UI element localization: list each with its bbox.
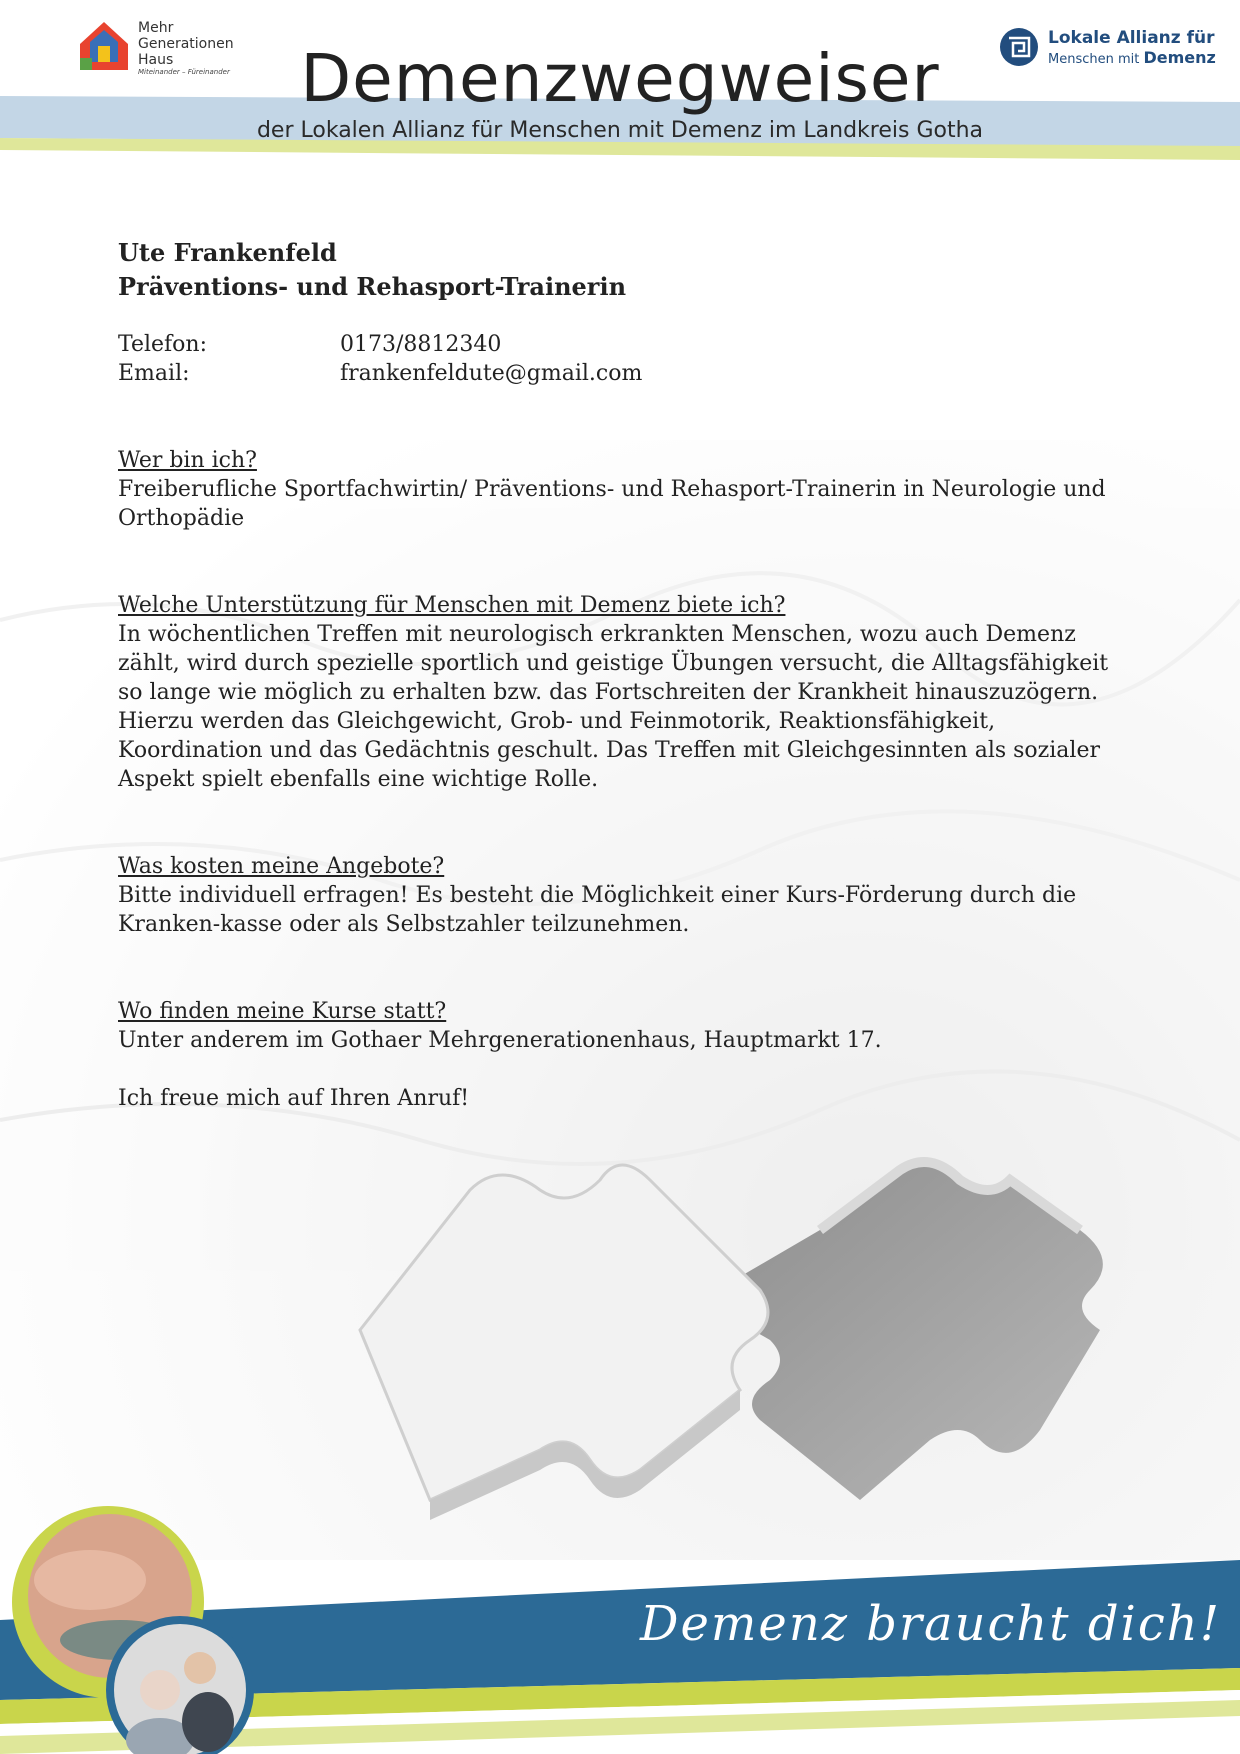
section-text: Hierzu werden das Gleichgewicht, Grob- und Feinmotorik, Reaktionsfähigkeit, Koordination und das Gedächtnis geschult. Das Treffen mit Gleichgesinnten als sozialer Aspekt spielt ebenfalls eine wichtige Rolle. bbox=[118, 709, 1100, 792]
logo-left-line1: Mehr bbox=[138, 20, 174, 36]
section-location bbox=[118, 997, 1128, 1055]
section-support bbox=[118, 591, 1128, 794]
logo-left-line2: Generationen bbox=[138, 36, 234, 52]
section-heading: Wo finden meine Kurse statt? bbox=[118, 999, 447, 1024]
logo-right-line2-prefix: Menschen mit bbox=[1048, 52, 1140, 67]
logo-right-line2-bold: Demenz bbox=[1143, 48, 1216, 67]
phone-value: 0173/8812340 bbox=[340, 332, 502, 357]
section-who bbox=[118, 446, 1128, 533]
email-value: frankenfeldute@gmail.com bbox=[340, 361, 643, 386]
section-text: Bitte individuell erfragen! Es besteht die Möglichkeit einer Kurs-Förderung durch die Kranken-kasse oder als Selbstzahler teilzunehmen. bbox=[118, 883, 1077, 937]
section-costs bbox=[118, 852, 1128, 939]
logo-left-tagline: Miteinander – Füreinander bbox=[138, 68, 230, 76]
logo-right-line1: Lokale Allianz für bbox=[1048, 28, 1215, 48]
email-row bbox=[118, 359, 1128, 388]
section-text: In wöchentlichen Treffen mit neurologisch erkrankten Menschen, wozu auch Demenz zählt, wird durch spezielle sportlich und geistige Übungen versucht, die Alltagsfähigkeit so lange wie möglich zu erhalten bzw. das Fortschreiten der Krankheit hinauszuzögern. bbox=[118, 622, 1109, 705]
person-role: Präventions- und Rehasport-Trainerin bbox=[118, 272, 627, 301]
email-label: Email: bbox=[118, 361, 190, 386]
section-heading: Was kosten meine Angebote? bbox=[118, 854, 445, 879]
section-text: Unter anderem im Gothaer Mehrgenerationenhaus, Hauptmarkt 17. bbox=[118, 1028, 882, 1053]
profile-content bbox=[118, 236, 1128, 1135]
logo-left-line3: Haus bbox=[138, 52, 174, 68]
closing-line: Ich freue mich auf Ihren Anruf! bbox=[118, 1086, 470, 1111]
section-heading: Wer bin ich? bbox=[118, 448, 257, 473]
page-title: Demenzwegweiser bbox=[300, 40, 940, 117]
person-name: Ute Frankenfeld bbox=[118, 238, 337, 267]
footer-slogan: Demenz braucht dich! bbox=[640, 1596, 1221, 1652]
section-text: Freiberufliche Sportfachwirtin/ Präventions- und Rehasport-Trainerin in Neurologie und Orthopädie bbox=[118, 477, 1106, 531]
phone-row bbox=[118, 330, 1128, 359]
section-heading: Welche Unterstützung für Menschen mit Demenz biete ich? bbox=[118, 593, 786, 618]
phone-label: Telefon: bbox=[118, 332, 208, 357]
contact-block bbox=[118, 330, 1128, 388]
page-subtitle: der Lokalen Allianz für Menschen mit Demenz im Landkreis Gotha bbox=[256, 118, 984, 143]
